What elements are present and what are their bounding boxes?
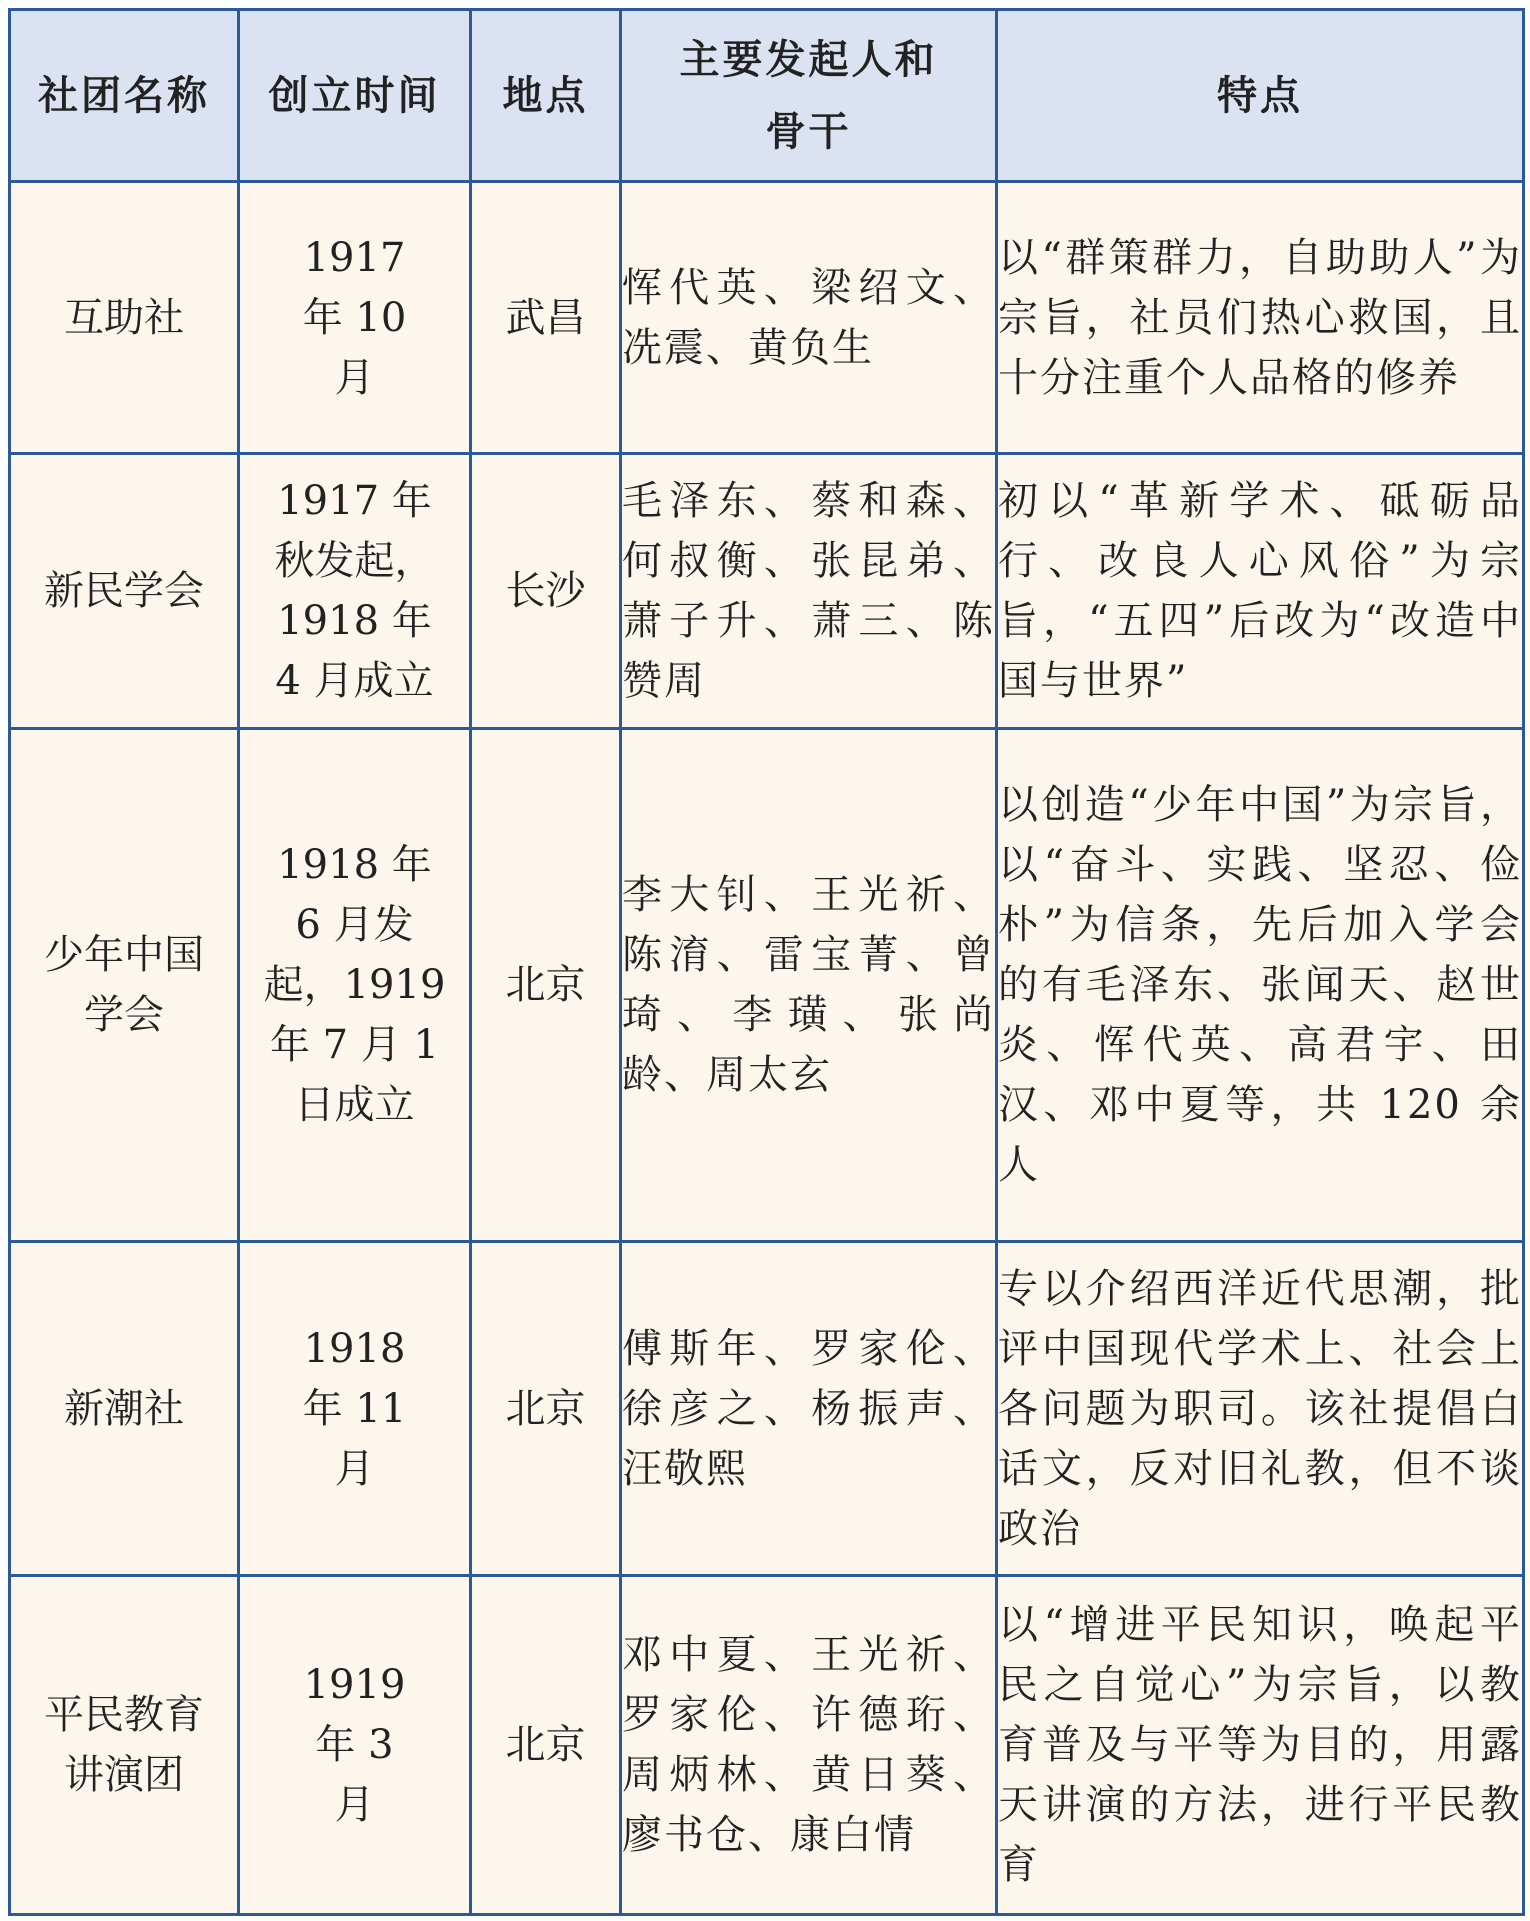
- founders: 李大钊、王光祈、陈淯、雷宝菁、曾琦、李璜、张尚龄、周太玄: [621, 729, 997, 1242]
- header-row: [10, 10, 1524, 182]
- header-features: 特点: [997, 10, 1524, 182]
- founding-date: 1917 年 10 月: [239, 182, 471, 454]
- features: 初以“革新学术、砥砺品行、改良人心风俗”为宗旨，“五四”后改为“改造中国与世界”: [997, 454, 1524, 729]
- header-founding-time: 创立时间: [239, 10, 471, 182]
- header-location: 地点: [471, 10, 621, 182]
- society-name: 新民学会: [10, 454, 239, 729]
- founding-date: 1917 年秋发起，1918 年 4 月成立: [239, 454, 471, 729]
- location: 北京: [471, 1576, 621, 1915]
- table-row: [10, 1242, 1524, 1576]
- table-row: [10, 729, 1524, 1242]
- founders: 恽代英、梁绍文、冼震、黄负生: [621, 182, 997, 454]
- founding-date: 1919 年 3 月: [239, 1576, 471, 1915]
- society-name: 平民教育讲演团: [10, 1576, 239, 1915]
- header-founders: 主要发起人和骨干: [621, 10, 997, 182]
- table-row: [10, 1576, 1524, 1915]
- table-row: [10, 182, 1524, 454]
- features: 以“增进平民知识，唤起平民之自觉心”为宗旨，以教育普及与平等为目的，用露天讲演的方法，进行平民教育: [997, 1576, 1524, 1915]
- location: 北京: [471, 1242, 621, 1576]
- location: 武昌: [471, 182, 621, 454]
- founding-date: 1918 年 11 月: [239, 1242, 471, 1576]
- society-name: 互助社: [10, 182, 239, 454]
- location: 长沙: [471, 454, 621, 729]
- society-name: 少年中国学会: [10, 729, 239, 1242]
- founders: 毛泽东、蔡和森、何叔衡、张昆弟、萧子升、萧三、陈赞周: [621, 454, 997, 729]
- features: 专以介绍西洋近代思潮，批评中国现代学术上、社会上各问题为职司。该社提倡白话文，反对旧礼教，但不谈政治: [997, 1242, 1524, 1576]
- location: 北京: [471, 729, 621, 1242]
- founders: 邓中夏、王光祈、罗家伦、许德珩、周炳林、黄日葵、廖书仓、康白情: [621, 1576, 997, 1915]
- features: 以“群策群力，自助助人”为宗旨，社员们热心救国，且十分注重个人品格的修养: [997, 182, 1524, 454]
- table-row: [10, 454, 1524, 729]
- founding-date: 1918 年 6 月发起，1919 年 7 月 1 日成立: [239, 729, 471, 1242]
- header-society-name: 社团名称: [10, 10, 239, 182]
- societies-table: [8, 8, 1525, 1916]
- founders: 傅斯年、罗家伦、徐彦之、杨振声、汪敬熙: [621, 1242, 997, 1576]
- features: 以创造“少年中国”为宗旨，以“奋斗、实践、坚忍、俭朴”为信条，先后加入学会的有毛泽东、张闻天、赵世炎、恽代英、高君宇、田汉、邓中夏等，共 120 余人: [997, 729, 1524, 1242]
- society-name: 新潮社: [10, 1242, 239, 1576]
